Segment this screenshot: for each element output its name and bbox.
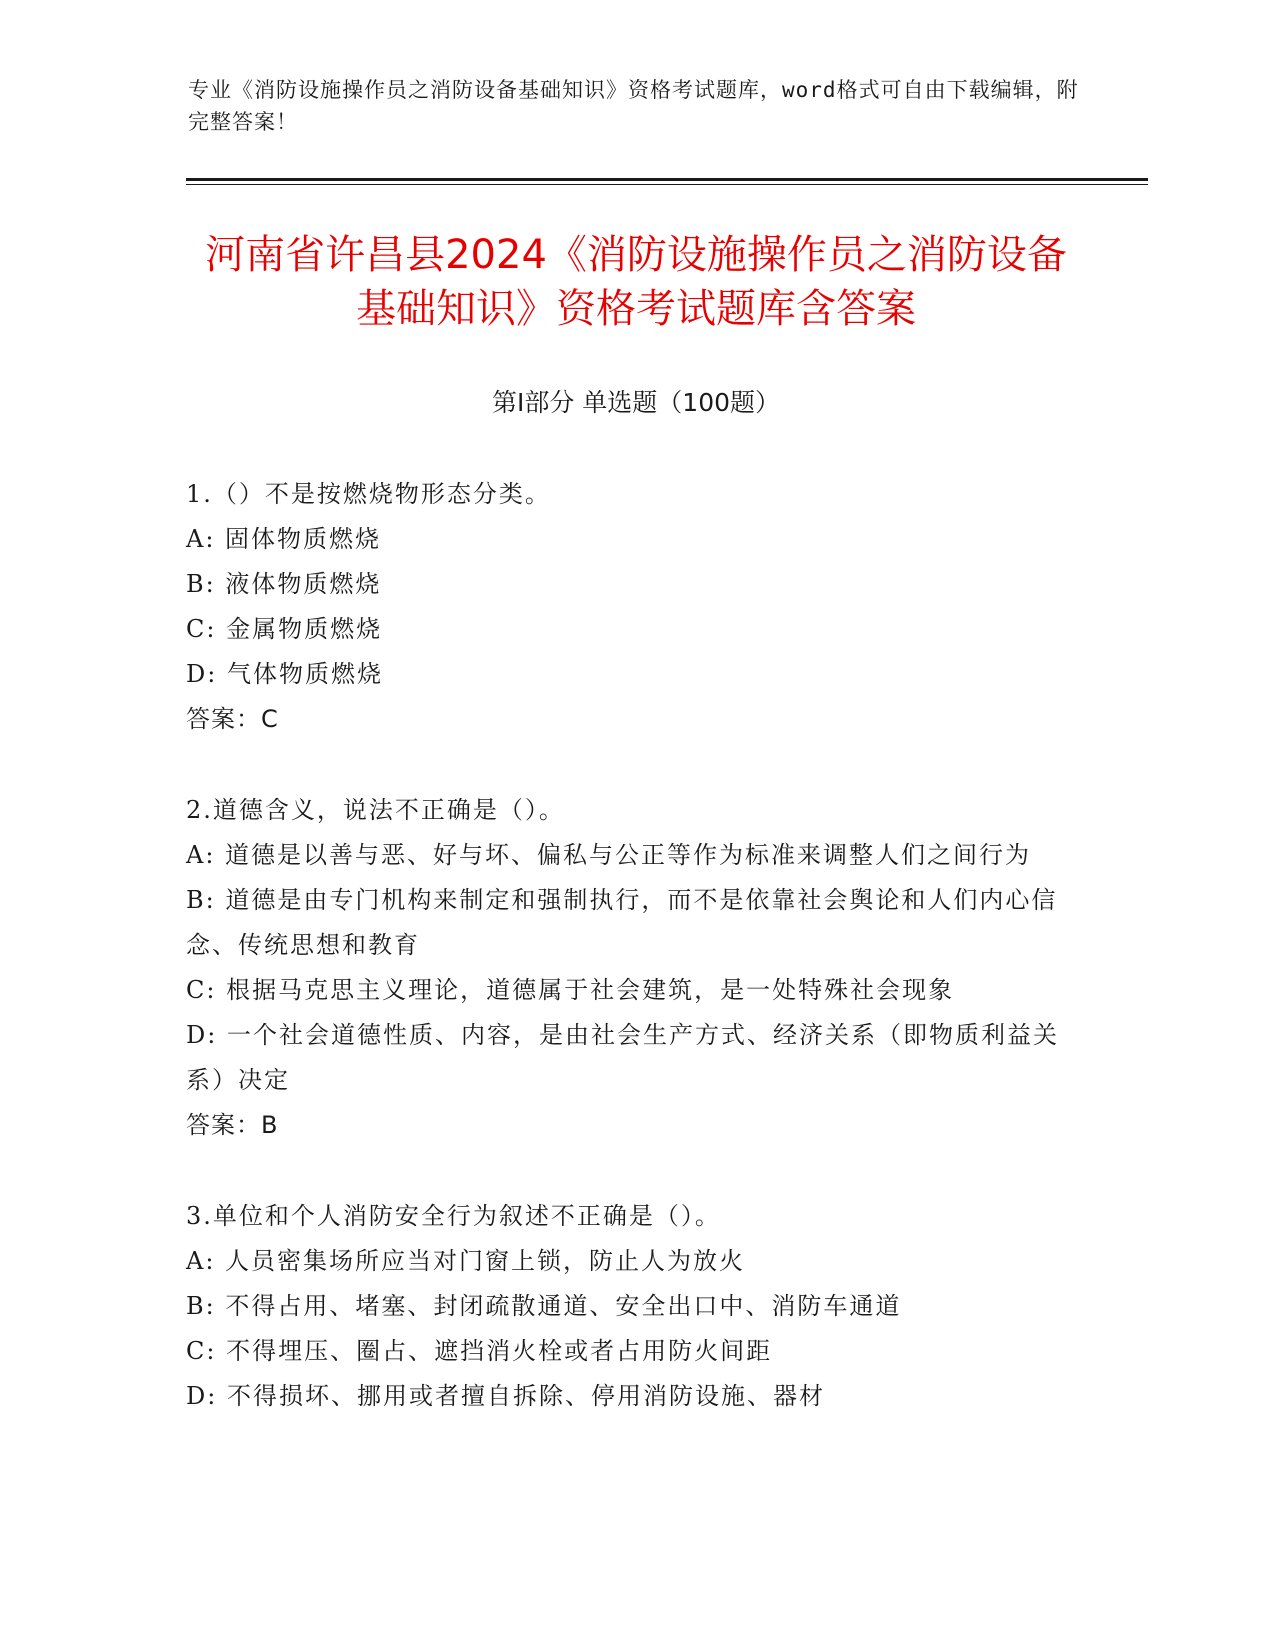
option-a: A: 固体物质燃烧 [186, 525, 382, 553]
option-b: B: 道德是由专门机构来制定和强制执行，而不是依靠社会舆论和人们内心信念、传统思想和教育 [186, 886, 1058, 959]
option-d: D: 一个社会道德性质、内容，是由社会生产方式、经济关系（即物质利益关系）决定 [186, 1021, 1059, 1094]
option-c: C: 金属物质燃烧 [186, 615, 383, 643]
option-c: C: 根据马克思主义理论，道德属于社会建筑，是一处特殊社会现象 [186, 976, 955, 1004]
header-divider-thin [186, 184, 1148, 185]
question-2 [186, 788, 1066, 1148]
option-b: B: 液体物质燃烧 [186, 570, 382, 598]
answer-line: 答案：B [186, 1111, 279, 1139]
header-note: 专业《消防设施操作员之消防设备基础知识》资格考试题库，word格式可自由下载编辑，附完整答案！ [188, 78, 1079, 134]
question-text: 2.道德含义，说法不正确是（）。 [186, 796, 565, 824]
option-d: D: 气体物质燃烧 [186, 660, 383, 688]
question-1 [186, 472, 1066, 742]
question-3 [186, 1194, 1066, 1419]
section-title: 第Ⅰ部分 单选题（100题） [491, 388, 781, 417]
answer-line: 答案：C [186, 705, 279, 733]
option-d: D: 不得损坏、挪用或者擅自拆除、停用消防设施、器材 [186, 1382, 825, 1410]
question-text: 3.单位和个人消防安全行为叙述不正确是（）。 [186, 1202, 721, 1230]
document-title: 河南省许昌县2024《消防设施操作员之消防设备基础知识》资格考试题库含答案 [205, 232, 1067, 332]
header-divider-thick [186, 178, 1148, 181]
option-a: A: 人员密集场所应当对门窗上锁，防止人为放火 [186, 1247, 746, 1275]
option-a: A: 道德是以善与恶、好与坏、偏私与公正等作为标准来调整人们之间行为 [186, 841, 1032, 869]
question-text: 1.（）不是按燃烧物形态分类。 [186, 480, 551, 508]
option-c: C: 不得埋压、圈占、遮挡消火栓或者占用防火间距 [186, 1337, 773, 1365]
option-b: B: 不得占用、堵塞、封闭疏散通道、安全出口中、消防车通道 [186, 1292, 902, 1320]
question-list [186, 472, 1066, 1465]
